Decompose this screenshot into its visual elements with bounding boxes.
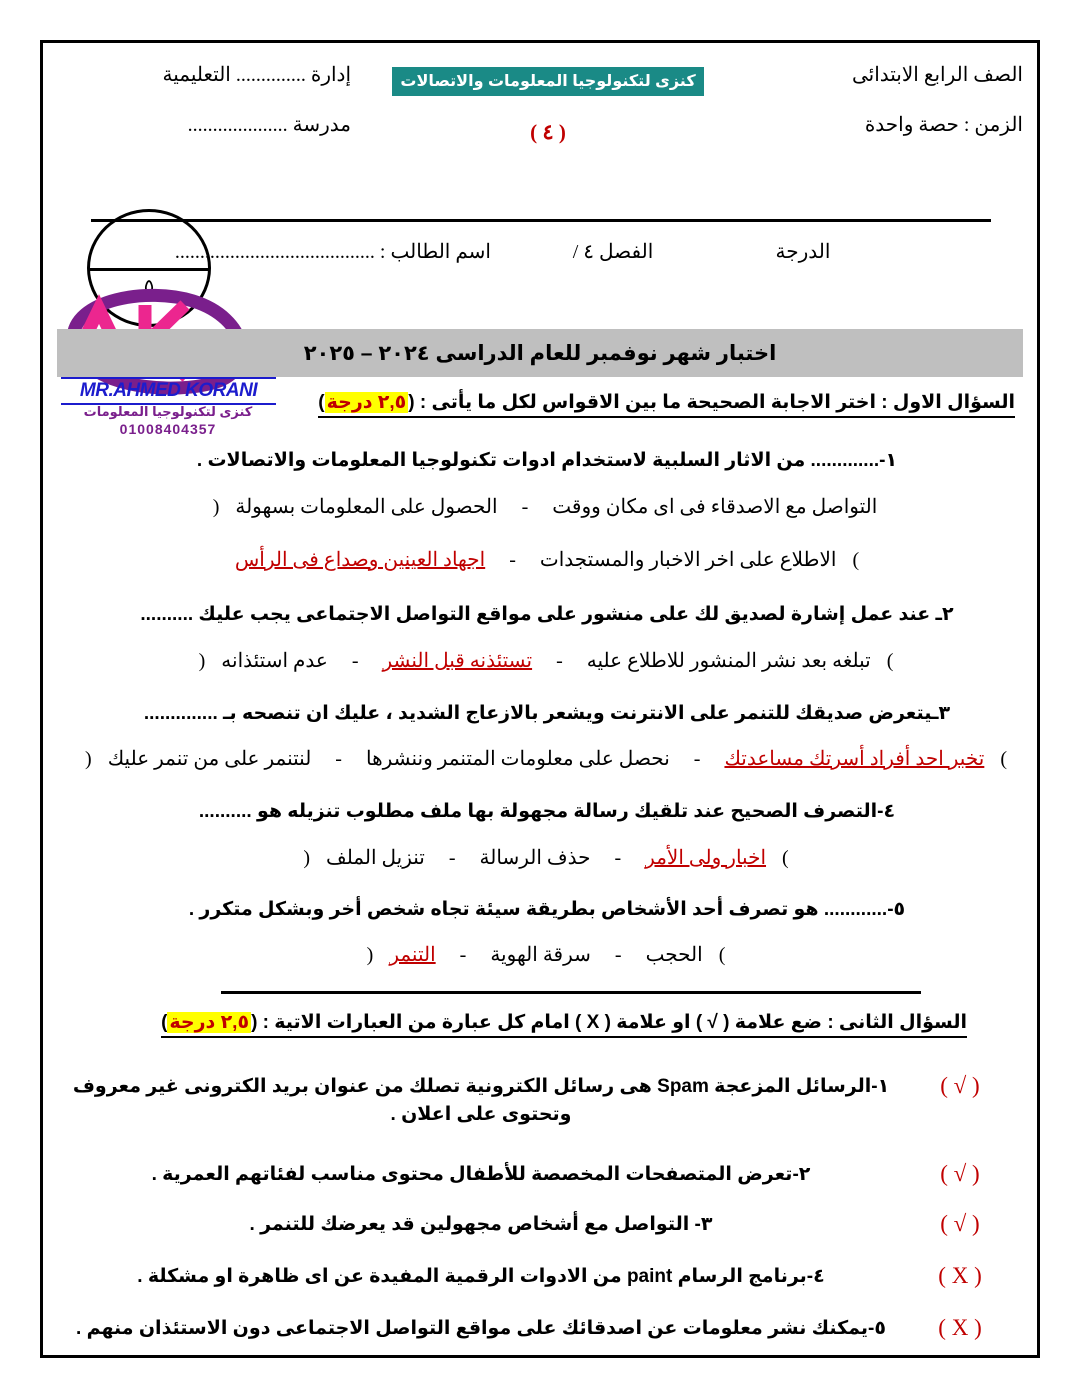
- section1-heading-text: السؤال الاول : اختر الاجابة الصحيحة ما بين الاقواس لكل ما يأتى : (: [408, 392, 1015, 413]
- tf-answer-2[interactable]: ( √ ): [940, 1161, 980, 1186]
- brand-banner: كنزى لتكنولوجيا المعلومات والاتصالات: [392, 67, 703, 96]
- section1-heading: [318, 391, 1015, 418]
- q4-option-2[interactable]: حذف الرسالة: [479, 847, 591, 869]
- header-left-column: [723, 43, 1023, 135]
- q4-stem: ٤-التصرف الصحيح عند تلقيك رسالة مجهولة بها ملف مطلوب تنزيله هو ..........: [198, 801, 896, 822]
- q3-stem: ٣ـيتعرض صديقك للتنمر على الانترنت ويشعر بالازعاج الشديد ، عليك ان تنصحه بـ ..............: [143, 703, 951, 724]
- q2-option-2-answer[interactable]: تستئذنه قبل النشر: [382, 650, 533, 672]
- section2-heading-close: ): [161, 1012, 168, 1033]
- q1-stem: ١-............. من الاثار السلبية لاستخدام ادوات تكنولوجيا المعلومات والاتصالات .: [196, 450, 898, 471]
- section1-heading-close: ): [318, 392, 325, 413]
- q1-option-1[interactable]: الحصول على المعلومات بسهولة: [235, 496, 498, 518]
- grade-circle-divider: [88, 268, 210, 271]
- q1-options-row1: [67, 495, 1025, 519]
- administration-line: إدارة .............. التعليمية: [162, 64, 351, 86]
- q1-option-2[interactable]: التواصل مع الاصدقاء فى اى مكان ووقت: [552, 496, 878, 518]
- q4-options: [67, 846, 1025, 870]
- q1-options-row2: [67, 548, 1025, 572]
- q5-separator-1: -: [459, 944, 467, 966]
- q4-option-1[interactable]: تنزيل الملف: [325, 847, 425, 869]
- q2-separator-1: -: [351, 650, 359, 672]
- tf-statement-5: ٥-يمكنك نشر معلومات عن اصدقائك على مواقع التواصل الاجتماعى دون الاستئذان منهم .: [76, 1318, 886, 1339]
- q5-close-paren: ): [718, 944, 726, 966]
- tf-statement-4: ٤-برنامج الرسام paint من الادوات الرقمية المفيدة عن اى ظاهرة او مشكلة .: [137, 1266, 825, 1287]
- header-right-column: [43, 43, 373, 135]
- tf-statement-3: ٣- التواصل مع أشخاص مجهولين قد يعرضك للتنمر .: [249, 1214, 713, 1235]
- tf-row-1: [67, 1073, 1025, 1128]
- time-line: الزمن : حصة واحدة: [864, 114, 1023, 136]
- tf-answer-3[interactable]: ( √ ): [940, 1211, 980, 1236]
- q5-option-2[interactable]: سرقة الهوية: [490, 944, 591, 966]
- section2-marks: ٢,٥ درجة: [169, 1012, 250, 1033]
- q4-open-paren: (: [303, 847, 310, 869]
- q3-separator-1: -: [335, 748, 342, 770]
- section2-heading-text: السؤال الثانى : ضع علامة ( √ ) او علامة ( X ) امام كل عبارة من العبارات الاتية : (: [251, 1012, 967, 1033]
- q5-separator-2: -: [614, 944, 622, 966]
- q2-separator-2: -: [556, 650, 563, 672]
- q2-close-paren: ): [886, 650, 894, 672]
- q4-separator-1: -: [448, 847, 456, 869]
- q3-option-1[interactable]: لنتنمر على من تنمر عليك: [107, 748, 312, 770]
- exam-title-bar: [57, 329, 1023, 377]
- tf-statement-1: ١-الرسائل المزعجة Spam هى رسائل الكترونية تصلك من عنوان بريد الكترونى غير معروف وتحتوى على اعلان .: [72, 1076, 890, 1125]
- grade-level-line: الصف الرابع الابتدائى: [851, 64, 1023, 86]
- q3-separator-2: -: [693, 748, 701, 770]
- class-field: الفصل ٤ /: [572, 241, 654, 263]
- exam-page: [40, 40, 1040, 1358]
- q4-close-paren: ): [782, 847, 789, 869]
- q1-option-3-answer[interactable]: اجهاد العينين وصداع فى الرأس: [234, 549, 486, 571]
- tf-answer-1[interactable]: ( √ ): [940, 1073, 980, 1098]
- tf-row-4: [67, 1263, 1025, 1291]
- tf-row-3: [67, 1211, 1025, 1239]
- q3-option-3-answer[interactable]: تخبر احد أفراد أسرتك مساعدتك: [724, 748, 985, 770]
- q3-options: [67, 747, 1025, 771]
- grade-label: الدرجة: [775, 241, 831, 263]
- q2-option-1[interactable]: عدم استئذانه: [221, 650, 328, 672]
- grade-circle-value: ٥: [143, 275, 155, 298]
- q2-open-paren: (: [198, 650, 206, 672]
- tf-row-2: [67, 1161, 1025, 1189]
- q1-close-paren: ): [852, 549, 860, 571]
- section2-heading: [161, 1011, 967, 1038]
- q5-options: [67, 943, 1025, 967]
- q3-close-paren: ): [1000, 748, 1007, 770]
- q4-option-3-answer[interactable]: اخبار ولى الأمر: [645, 847, 767, 869]
- q5-open-paren: (: [366, 944, 374, 966]
- header-center-column: [373, 43, 723, 145]
- tf-answer-5[interactable]: ( X ): [938, 1315, 982, 1340]
- school-line: مدرسة ....................: [187, 114, 351, 136]
- student-name-field: اسم الطالب : ........................................: [174, 241, 491, 263]
- tf-row-5: [67, 1315, 1025, 1343]
- q5-stem: ٥-............ هو تصرف أحد الأشخاص بطريقة سيئة تجاه شخص أخر وبشكل متكرر .: [188, 899, 906, 920]
- tf-statement-2: ٢-تعرض المتصفحات المخصصة للأطفال محتوى مناسب لفئاتهم العمرية .: [151, 1164, 811, 1185]
- logo-teacher-name: MR.AHMED KORANI: [61, 377, 276, 405]
- q5-option-1-answer[interactable]: التنمر: [389, 944, 436, 966]
- q1-open-paren: (: [212, 496, 220, 518]
- tf-answer-4[interactable]: ( X ): [938, 1263, 982, 1288]
- q1-option-4[interactable]: الاطلاع على اخر الاخبار والمستجدات: [539, 549, 837, 571]
- logo-phone: 01008404357: [119, 421, 217, 437]
- section1-marks: ٢,٥ درجة: [326, 392, 407, 413]
- q2-stem: ٢ـ عند عمل إشارة لصديق لك على منشور على مواقع التواصل الاجتماعى يجب عليك ..........: [140, 604, 954, 625]
- exam-title: اختبار شهر نوفمبر للعام الدراسى ٢٠٢٤ – ٢٠٢٥: [303, 341, 777, 365]
- q2-options: [67, 649, 1025, 673]
- section-divider: [221, 991, 921, 994]
- q1-separator-1: -: [521, 496, 529, 518]
- q5-option-3[interactable]: الحجب: [645, 944, 703, 966]
- page-header: [43, 43, 1037, 145]
- q4-separator-2: -: [614, 847, 622, 869]
- q3-option-2[interactable]: نحصل على معلومات المتنمر وننشرها: [365, 748, 670, 770]
- q2-option-3[interactable]: تبلغه بعد نشر المنشور للاطلاع عليه: [586, 650, 871, 672]
- exam-number: ( ٤ ): [530, 120, 566, 144]
- q3-open-paren: (: [85, 748, 92, 770]
- header-divider: [91, 219, 991, 222]
- logo-subtitle: كنزى لتكنولوجيا المعلومات: [83, 404, 253, 419]
- q1-separator-2: -: [509, 549, 516, 571]
